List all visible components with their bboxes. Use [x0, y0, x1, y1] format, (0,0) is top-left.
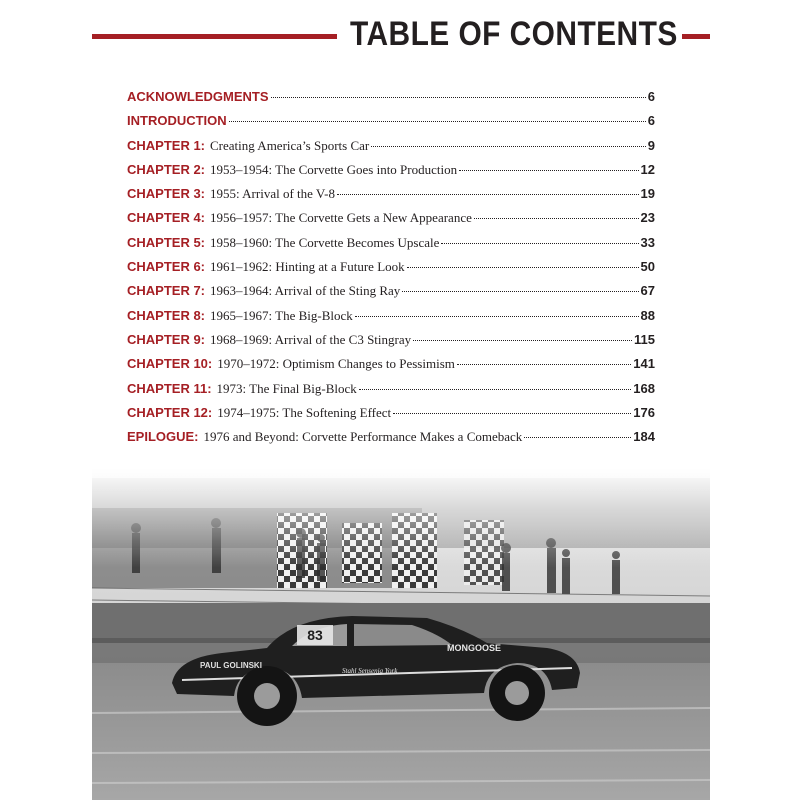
toc-entry-page: 50: [640, 259, 655, 275]
toc-entry-title: 1974–1975: The Softening Effect: [217, 404, 392, 420]
toc-entry: [127, 352, 655, 376]
toc-leader-dots: [459, 170, 638, 171]
toc-entry-page: 6: [647, 89, 655, 104]
toc-leader-dots: [474, 218, 639, 219]
toc-entry-title: 1970–1972: Optimism Changes to Pessimism: [217, 356, 455, 372]
toc-entry-label: CHAPTER 8:: [127, 307, 206, 323]
toc-leader-dots: [371, 146, 646, 147]
toc-entry-page: 176: [633, 404, 655, 420]
toc-entry-label: CHAPTER 11:: [127, 380, 212, 396]
toc-entry-page: 9: [647, 137, 655, 153]
toc-leader-dots: [402, 291, 638, 292]
toc-entry-title: 1958–1960: The Corvette Becomes Upscale: [210, 234, 440, 250]
toc-entry: [127, 279, 655, 303]
header-rule-right: [682, 34, 710, 39]
toc-entry-title: 1961–1962: Hinting at a Future Look: [210, 259, 405, 275]
toc-entry-title: 1973: The Final Big-Block: [216, 380, 357, 396]
toc-entry: [127, 255, 655, 279]
toc-entry-label: INTRODUCTION: [127, 113, 227, 129]
page-title: TABLE OF CONTENTS: [350, 15, 678, 53]
toc-entry: [127, 377, 655, 401]
toc-entry-page: 6: [647, 113, 655, 129]
toc-entry-page: 12: [640, 161, 655, 177]
toc-entry: [127, 401, 655, 425]
toc-entry-page: 184: [633, 429, 655, 445]
toc-entry-label: CHAPTER 4:: [127, 210, 206, 226]
toc-entry: [127, 206, 655, 230]
toc-entry-label: CHAPTER 6:: [127, 259, 206, 275]
toc-leader-dots: [413, 340, 632, 341]
toc-leader-dots: [337, 194, 639, 195]
toc-leader-dots: [355, 316, 639, 317]
toc-entry-page: 33: [640, 234, 655, 250]
toc-entry-label: CHAPTER 5:: [127, 234, 206, 250]
toc-leader-dots: [524, 437, 631, 438]
toc-entry: [127, 425, 655, 449]
toc-entry-title: 1965–1967: The Big-Block: [210, 307, 353, 323]
header-rule-left: [92, 34, 337, 39]
toc-entry-title: Creating America’s Sports Car: [210, 137, 370, 153]
toc-leader-dots: [229, 121, 646, 122]
toc-leader-dots: [359, 389, 632, 390]
toc-entry-title: 1955: Arrival of the V-8: [210, 186, 335, 202]
toc-entry-page: 141: [633, 356, 655, 372]
toc-entry: [127, 231, 655, 255]
toc-entry-label: CHAPTER 2:: [127, 161, 206, 177]
toc-leader-dots: [407, 267, 639, 268]
toc-entry-title: 1953–1954: The Corvette Goes into Production: [210, 161, 458, 177]
toc-entry-label: EPILOGUE:: [127, 429, 199, 445]
toc-entry: [127, 158, 655, 182]
toc-entry-label: CHAPTER 7:: [127, 283, 206, 299]
toc-entry: [127, 109, 655, 133]
toc-entry-title: 1963–1964: Arrival of the Sting Ray: [210, 283, 401, 299]
toc-leader-dots: [441, 243, 638, 244]
toc-entry: [127, 328, 655, 352]
toc-entry-page: 19: [640, 186, 655, 202]
toc-entry-page: 88: [640, 307, 655, 323]
toc-entry-page: 67: [640, 283, 655, 299]
toc-entry: [127, 134, 655, 158]
toc-leader-dots: [393, 413, 631, 414]
toc-entry-title: 1976 and Beyond: Corvette Performance Makes a Comeback: [203, 429, 523, 445]
page-header: [0, 12, 800, 56]
toc-entry-label: ACKNOWLEDGMENTS: [127, 89, 269, 104]
toc-entry-label: CHAPTER 3:: [127, 186, 206, 202]
toc-leader-dots: [271, 97, 646, 98]
toc-entry-page: 23: [640, 210, 655, 226]
toc-entry-label: CHAPTER 1:: [127, 137, 206, 153]
toc-entry: [127, 85, 655, 109]
toc-entry-label: CHAPTER 9:: [127, 331, 206, 347]
table-of-contents: [127, 85, 655, 449]
toc-entry-page: 168: [633, 380, 655, 396]
toc-entry: [127, 304, 655, 328]
toc-entry-title: 1956–1957: The Corvette Gets a New Appearance: [210, 210, 472, 226]
toc-entry: [127, 182, 655, 206]
toc-entry-page: 115: [634, 331, 655, 347]
toc-leader-dots: [457, 364, 631, 365]
toc-entry-label: CHAPTER 12:: [127, 404, 213, 420]
drag-race-photo: [92, 468, 710, 800]
toc-entry-title: 1968–1969: Arrival of the C3 Stingray: [210, 331, 412, 347]
toc-entry-label: CHAPTER 10:: [127, 356, 213, 372]
